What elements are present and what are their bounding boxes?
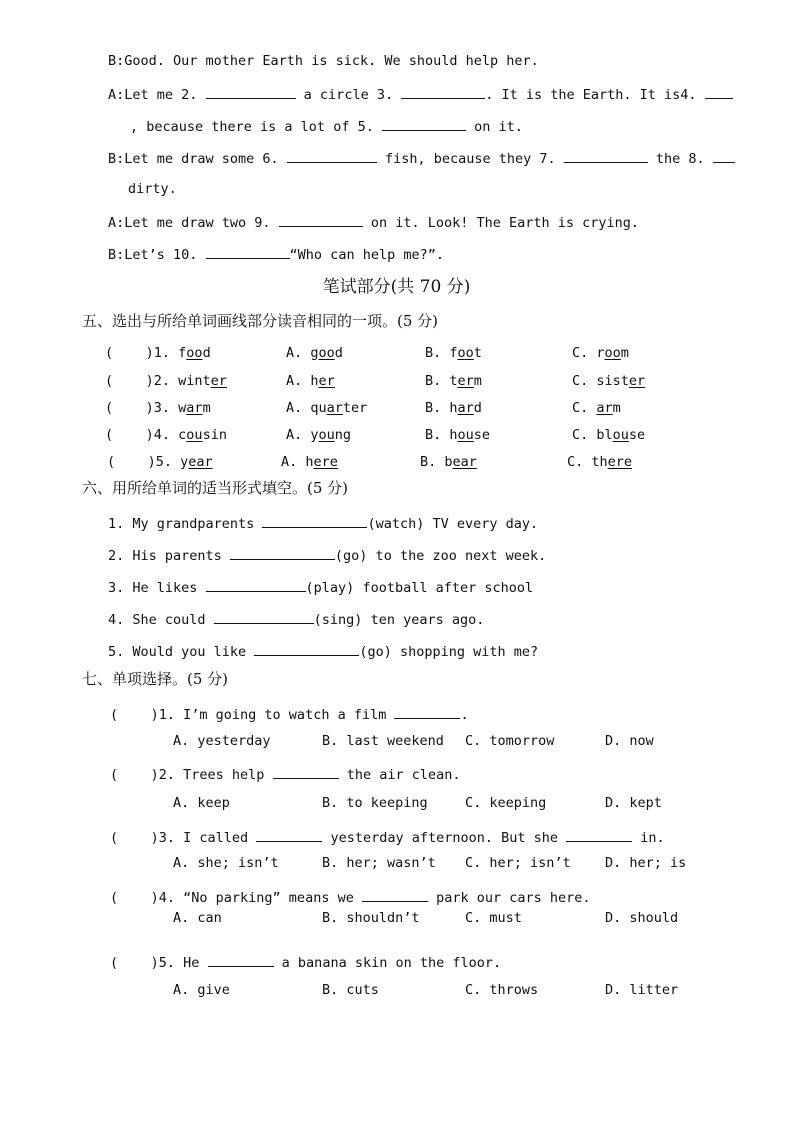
answer-blank[interactable]	[273, 764, 339, 779]
option-c[interactable]: C. must	[465, 910, 522, 926]
option-c[interactable]	[572, 426, 645, 444]
underlined-sound: ou	[318, 427, 335, 443]
underlined-sound: oo	[604, 345, 621, 361]
word-part: C.	[572, 400, 597, 416]
fill-item-4: 4. She could (sing) ten years ago.	[108, 609, 484, 629]
target-word	[178, 400, 211, 416]
underlined-sound: ere	[313, 454, 338, 470]
blank-8[interactable]	[713, 148, 735, 163]
underlined-sound: ear	[452, 454, 477, 470]
word-part: A. qu	[286, 400, 327, 416]
word-part: d	[202, 345, 211, 361]
underlined-sound: ar	[596, 400, 613, 416]
option-c[interactable]: C. her; isn’t	[465, 855, 571, 871]
fill-item-3: 3. He likes (play) football after school	[108, 577, 533, 597]
option-b[interactable]	[425, 399, 482, 417]
answer-blank[interactable]	[262, 513, 367, 528]
option-d[interactable]: D. her; is	[605, 855, 687, 871]
dialogue-line-5: dirty.	[128, 181, 177, 197]
option-b[interactable]	[425, 426, 490, 444]
word-part: A. y	[286, 427, 319, 443]
blank-4[interactable]	[705, 84, 733, 99]
underlined-sound: oo	[457, 345, 474, 361]
option-c[interactable]	[572, 344, 629, 362]
underlined-sound: er	[457, 373, 474, 389]
mc-question-2: ( )2. Trees help the air clean.	[110, 764, 460, 784]
target-word	[178, 373, 227, 389]
word-part: wint	[178, 373, 211, 389]
mc-question-5: ( )5. He a banana skin on the floor.	[110, 952, 501, 972]
option-c[interactable]	[572, 372, 645, 390]
underlined-sound: ere	[607, 454, 633, 470]
option-b[interactable]: B. last weekend	[322, 733, 444, 749]
answer-blank[interactable]	[230, 545, 335, 560]
word-part: C. sist	[572, 373, 629, 389]
blank-7[interactable]	[564, 148, 648, 163]
word-part: se	[473, 427, 491, 443]
option-a[interactable]: A. she; isn’t	[173, 855, 279, 871]
option-c[interactable]: C. throws	[465, 982, 539, 998]
dialogue-line-3: , because there is a lot of 5. on it.	[130, 116, 523, 136]
underlined-sound: er	[318, 373, 335, 389]
option-a[interactable]: A. yesterday	[173, 733, 271, 749]
blank-6[interactable]	[287, 148, 377, 163]
fill-item-5: 5. Would you like (go) shopping with me?	[108, 641, 538, 661]
target-word	[178, 345, 211, 361]
option-a[interactable]	[281, 453, 338, 471]
phonics-row-5	[107, 453, 213, 471]
question-number[interactable]: ( )3.	[105, 400, 179, 416]
mc-question-1: ( )1. I’m going to watch a film .	[110, 704, 469, 724]
phonics-row-4	[105, 426, 227, 444]
option-b[interactable]: B. her; wasn’t	[322, 855, 436, 871]
blank-9[interactable]	[279, 212, 363, 227]
word-part: ng	[334, 427, 352, 443]
answer-blank[interactable]	[214, 609, 314, 624]
underlined-sound: ou	[612, 427, 629, 443]
word-part: B. t	[425, 373, 458, 389]
underlined-sound: er	[210, 373, 227, 389]
dialogue-line-4: B:Let me draw some 6. fish, because they 7. the 8.	[108, 148, 735, 168]
option-c[interactable]: C. tomorrow	[465, 733, 555, 749]
option-a[interactable]: A. keep	[173, 795, 230, 811]
question-number[interactable]: ( )1.	[105, 345, 179, 361]
option-a[interactable]	[286, 399, 367, 417]
word-part: sin	[202, 427, 227, 443]
word-part: B. h	[425, 400, 458, 416]
word-part: w	[178, 400, 187, 416]
underlined-sound: ear	[188, 454, 213, 470]
option-d[interactable]: D. litter	[605, 982, 679, 998]
underlined-sound: oo	[186, 345, 203, 361]
word-part: y	[180, 454, 189, 470]
option-a[interactable]	[286, 372, 335, 390]
question-number[interactable]: ( )4.	[105, 427, 179, 443]
dialogue-line-1: B:Good. Our mother Earth is sick. We should help her.	[108, 53, 539, 69]
answer-blank[interactable]	[206, 577, 306, 592]
phonics-row-3	[105, 399, 211, 417]
word-part: d	[334, 345, 343, 361]
word-part: A. h	[286, 373, 319, 389]
underlined-sound: ou	[457, 427, 474, 443]
word-part: ter	[342, 400, 368, 416]
word-part: m	[473, 373, 482, 389]
section-6-heading: 六、用所给单词的适当形式填空。(5 分)	[82, 479, 349, 497]
phonics-row-1	[105, 344, 211, 362]
answer-blank[interactable]	[254, 641, 359, 656]
word-part: A. g	[286, 345, 319, 361]
option-c[interactable]	[567, 453, 632, 471]
answer-blank[interactable]	[256, 827, 322, 842]
word-part: m	[612, 400, 621, 416]
underlined-sound: ar	[186, 400, 203, 416]
word-part: c	[178, 427, 187, 443]
option-a[interactable]	[286, 344, 343, 362]
option-d[interactable]: D. kept	[605, 795, 662, 811]
word-part: C. r	[572, 345, 605, 361]
blank-3[interactable]	[401, 84, 485, 99]
option-b[interactable]	[425, 344, 482, 362]
question-number[interactable]: ( )2.	[105, 373, 179, 389]
answer-blank[interactable]	[362, 887, 428, 902]
word-part: se	[628, 427, 646, 443]
option-b[interactable]: B. shouldn’t	[322, 910, 420, 926]
option-b[interactable]	[425, 372, 482, 390]
word-part: B. b	[420, 454, 453, 470]
mc-question-3: ( )3. I called yesterday afternoon. But she in.	[110, 827, 665, 847]
underlined-sound: ar	[326, 400, 343, 416]
written-part-title: 笔试部分(共 70 分)	[322, 277, 471, 297]
underlined-sound: oo	[318, 345, 335, 361]
word-part: t	[473, 345, 482, 361]
target-word	[178, 427, 227, 443]
question-number[interactable]: ( )5.	[107, 454, 181, 470]
option-a[interactable]	[286, 426, 351, 444]
fill-item-1: 1. My grandparents (watch) TV every day.	[108, 513, 538, 533]
word-part: B. f	[425, 345, 458, 361]
dialogue-line-6: A:Let me draw two 9. on it. Look! The Earth is crying.	[108, 212, 639, 232]
target-word	[180, 454, 213, 470]
word-part: f	[178, 345, 187, 361]
dialogue-line-7: B:Let’s 10. “Who can help me?”.	[108, 244, 444, 264]
word-part: d	[473, 400, 482, 416]
dialogue-line-2: A:Let me 2. a circle 3. . It is the Earth. It is4.	[108, 84, 733, 104]
underlined-sound: ou	[186, 427, 203, 443]
word-part: C. bl	[572, 427, 613, 443]
answer-blank[interactable]	[394, 704, 460, 719]
underlined-sound: er	[628, 373, 646, 389]
blank-5[interactable]	[382, 116, 466, 131]
blank-2[interactable]	[206, 84, 296, 99]
option-d[interactable]: D. should	[605, 910, 679, 926]
option-a[interactable]: A. can	[173, 910, 222, 926]
option-b[interactable]: B. cuts	[322, 982, 379, 998]
blank-10[interactable]	[206, 244, 290, 259]
word-part: m	[202, 400, 211, 416]
underlined-sound: ar	[457, 400, 474, 416]
answer-blank[interactable]	[566, 827, 632, 842]
section-5-heading: 五、选出与所给单词画线部分读音相同的一项。(5 分)	[82, 312, 439, 330]
option-b[interactable]	[420, 453, 477, 471]
section-7-heading: 七、单项选择。(5 分)	[82, 670, 229, 688]
option-b[interactable]: B. to keeping	[322, 795, 428, 811]
option-c[interactable]	[572, 399, 621, 417]
option-c[interactable]: C. keeping	[465, 795, 547, 811]
phonics-row-2	[105, 372, 227, 390]
word-part: A. h	[281, 454, 314, 470]
answer-blank[interactable]	[208, 952, 274, 967]
word-part: m	[620, 345, 629, 361]
mc-question-4: ( )4. “No parking” means we park our cars here.	[110, 887, 591, 907]
option-a[interactable]: A. give	[173, 982, 230, 998]
fill-item-2: 2. His parents (go) to the zoo next week.	[108, 545, 546, 565]
word-part: B. h	[425, 427, 458, 443]
option-d[interactable]: D. now	[605, 733, 654, 749]
word-part: C. th	[567, 454, 608, 470]
